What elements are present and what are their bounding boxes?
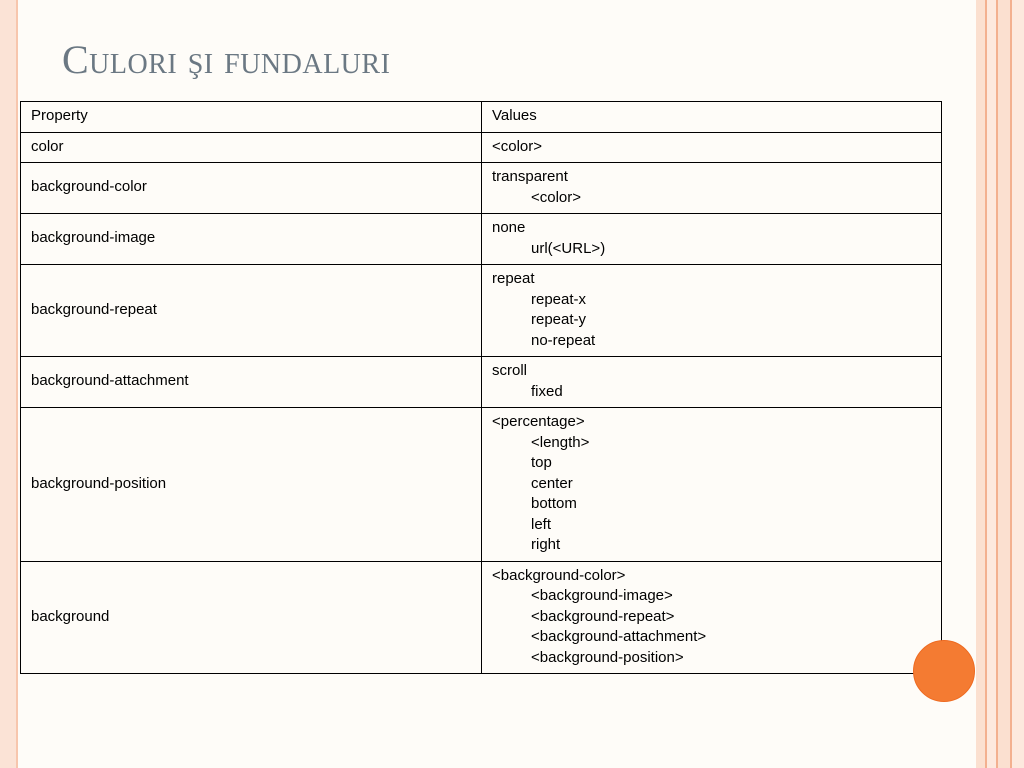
table-row [21,132,942,163]
values-cell [482,561,942,674]
value-item: <length> [531,433,590,451]
value-item: repeat-x [531,290,587,308]
slide-title: Culori şi fundaluri [62,37,391,82]
values-cell [482,163,942,214]
right-decorative-stripes [976,0,1024,768]
value-item: right [531,536,561,553]
value-item: <color> [531,188,582,206]
values-cell [482,357,942,408]
value-item: <background-color> [492,566,626,584]
property-cell: background-color [21,163,482,214]
table-row [21,214,942,265]
left-decorative-border [0,0,18,768]
table-row [21,561,942,674]
value-item: left [531,515,552,533]
values-cell [482,265,942,357]
value-item: scroll [492,362,528,379]
table-row [21,408,942,562]
table-row [21,265,942,357]
value-item: <background-position> [531,648,684,666]
values-cell [482,408,942,562]
value-item: <percentage> [492,413,585,430]
value-item: repeat-y [531,311,587,328]
table-header-row [21,102,942,133]
value-item: center [531,474,573,492]
value-item: bottom [531,495,577,512]
value-item: transparent [492,168,568,185]
value-item: no-repeat [531,331,596,349]
header-values: Values [482,102,942,133]
table-row [21,357,942,408]
value-item: repeat [492,270,535,287]
value-item: <background-repeat> [531,607,675,625]
value-item: none [492,219,526,236]
property-cell: background [21,561,482,674]
properties-table [20,101,942,674]
property-cell: background-attachment [21,357,482,408]
value-item: <color> [492,137,543,155]
value-item: top [531,454,552,471]
value-item: url(<URL>) [531,239,606,257]
value-item: <background-attachment> [531,628,707,645]
property-cell: background-repeat [21,265,482,357]
property-cell: background-position [21,408,482,562]
property-cell: color [21,132,482,163]
header-property: Property [21,102,482,133]
values-cell [482,132,942,163]
value-item: <background-image> [531,587,673,604]
table-row [21,163,942,214]
values-cell [482,214,942,265]
value-item: fixed [531,382,563,400]
property-cell: background-image [21,214,482,265]
orange-accent-circle [913,640,975,702]
